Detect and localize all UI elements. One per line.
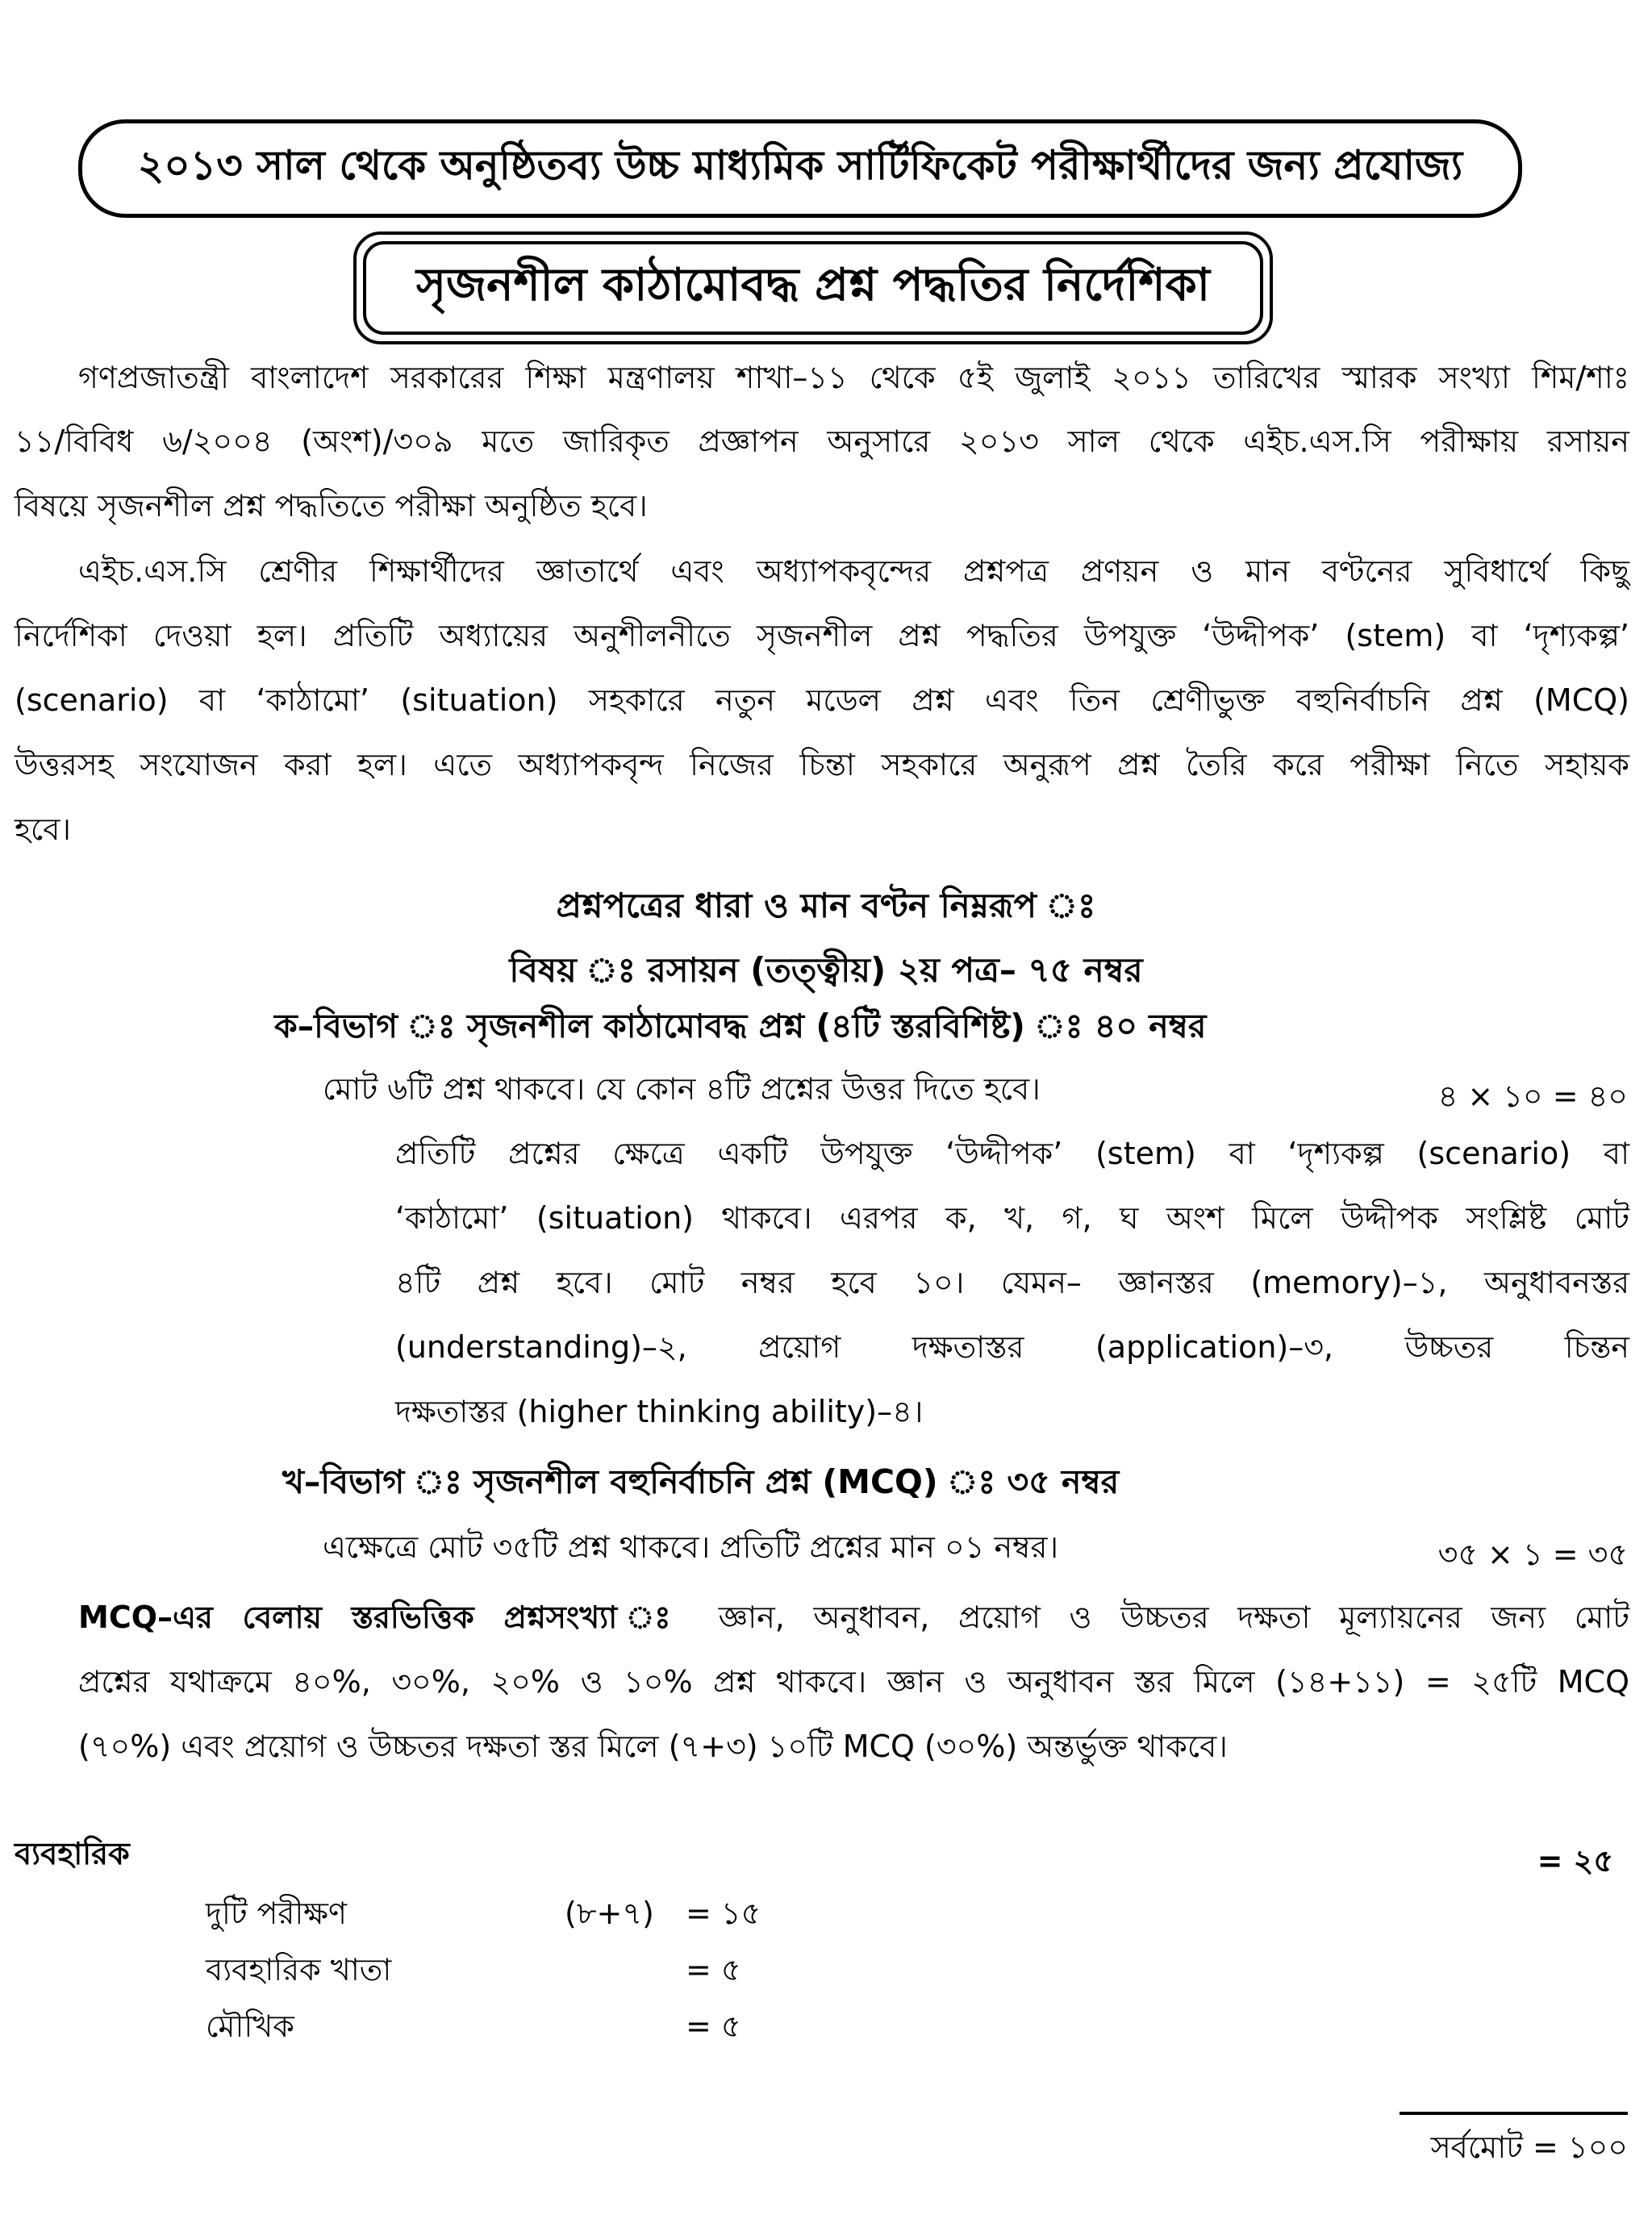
subtitle-frame bbox=[353, 231, 1273, 344]
section-kha-line: এক্ষেত্রে মোট ৩৫টি প্রশ্ন থাকবে। প্রতিটি প্রশ্নের মান ০১ নম্বর। bbox=[323, 1529, 1059, 1565]
practical-item-formula: (৮+৭) bbox=[565, 1896, 654, 1931]
subject-line: বিষয় ঃ রসায়ন (তত্ত্বীয়) ২য় পত্র– ৭৫ নম্বর bbox=[509, 950, 1143, 990]
total-rule bbox=[1400, 2112, 1628, 2115]
mcq-line-3: (৭০%) এবং প্রয়োগ ও উচ্চতর দক্ষতা স্তর মিলে (৭+৩) ১০টি MCQ (৩০%) অন্তর্ভুক্ত থাকবে। bbox=[78, 1729, 1228, 1764]
intro-p1-line-1: গণপ্রজাতন্ত্রী বাংলাদেশ সরকারের শিক্ষা মন্ত্রণালয় শাখা–১১ থেকে ৫ই জুলাই ২০১১ তারিখের স্মারক সংখ্যা শিম/শাঃ bbox=[78, 360, 1629, 395]
practical-item-value: = ৫ bbox=[686, 1952, 741, 1988]
practical-item-label: দুটি পরীক্ষণ bbox=[206, 1896, 347, 1931]
practical-total: = ২৫ bbox=[1537, 1843, 1613, 1879]
intro-p2-line-5: হবে। bbox=[15, 811, 71, 847]
subtitle-inner-frame bbox=[363, 241, 1263, 335]
intro-p1-line-3: বিষয়ে সৃজনশীল প্রশ্ন পদ্ধতিতে পরীক্ষা অনুষ্ঠিত হবে। bbox=[15, 488, 648, 523]
mcq-label: MCQ–এর বেলায় স্তরভিত্তিক প্রশ্নসংখ্যা ঃ bbox=[78, 1600, 690, 1635]
section-kha-calc: ৩৫ × ১ = ৩৫ bbox=[1437, 1537, 1628, 1572]
structure-heading: প্রশ্নপত্রের ধারা ও মান বণ্টন নিম্নরূপ ঃ bbox=[556, 886, 1096, 925]
section-ka-line: মোট ৬টি প্রশ্ন থাকবে। যে কোন ৪টি প্রশ্নের উত্তর দিতে হবে। bbox=[323, 1071, 1041, 1107]
practical-item-label: মৌখিক bbox=[206, 2008, 294, 2044]
practical-item-label: ব্যবহারিক খাতা bbox=[206, 1952, 392, 1988]
intro-p2-line-1: এইচ.এস.সি শ্রেণীর শিক্ষার্থীদের জ্ঞাতার্থে এবং অধ্যাপকবৃন্দের প্রশ্নপত্র প্রণয়ন ও মান বণ্টনের সুবিধার্থে কিছু bbox=[78, 553, 1629, 589]
banner-text: ২০১৩ সাল থেকে অনুষ্ঠিতব্য উচ্চ মাধ্যমিক সার্টিফিকেট পরীক্ষার্থীদের জন্য প্রযোজ্য bbox=[137, 141, 1463, 189]
mcq-line-2: প্রশ্নের যথাক্রমে ৪০%, ৩০%, ২০% ও ১০% প্রশ্ন থাকবে। জ্ঞান ও অনুধাবন স্তর মিলে (১৪+১১) = ২৫টি MCQ bbox=[78, 1664, 1629, 1700]
intro-p1-line-2: ১১/বিবিধ ৬/২০০৪ (অংশ)/৩০৯ মতে জারিকৃত প্রজ্ঞাপন অনুসারে ২০১৩ সাল থেকে এইচ.এস.সি পরীক্ষায় রসায়ন bbox=[15, 423, 1629, 459]
intro-p2-line-4: উত্তরসহ সংযোজন করা হল। এতে অধ্যাপকবৃন্দ নিজের চিন্তা সহকারে অনুরূপ প্রশ্ন তৈরি করে পরীক্ষা নিতে সহায়ক bbox=[15, 747, 1629, 782]
intro-p2-line-2: নির্দেশিকা দেওয়া হল। প্রতিটি অধ্যায়ের অনুশীলনীতে সৃজনশীল প্রশ্ন পদ্ধতির উপযুক্ত ‘উদ্দীপক’ (stem) বা ‘দৃশ্যকল্প’ bbox=[15, 618, 1629, 653]
section-kha-heading: খ–বিভাগ ঃ সৃজনশীল বহুনির্বাচনি প্রশ্ন (MCQ) ঃ ৩৫ নম্বর bbox=[282, 1462, 1120, 1501]
section-ka-detail-3: ৪টি প্রশ্ন হবে। মোট নম্বর হবে ১০। যেমন– জ্ঞানস্তর (memory)–১, অনুধাবনস্তর bbox=[395, 1265, 1629, 1300]
practical-item-value: = ১৫ bbox=[686, 1896, 761, 1931]
section-ka-detail-1: প্রতিটি প্রশ্নের ক্ষেত্রে একটি উপযুক্ত ‘উদ্দীপক’ (stem) বা ‘দৃশ্যকল্প (scenario) বা bbox=[395, 1136, 1629, 1171]
mcq-line-1 bbox=[78, 1601, 1629, 1635]
grand-total: সর্বমোট = ১০০ bbox=[1430, 2129, 1628, 2165]
section-ka-calc: ৪ × ১০ = ৪০ bbox=[1437, 1078, 1628, 1114]
intro-p2-line-3: (scenario) বা ‘কাঠামো’ (situation) সহকারে নতুন মডেল প্রশ্ন এবং তিন শ্রেণীভুক্ত বহুনির্বাচনি প্রশ্ন (MCQ) bbox=[15, 682, 1629, 718]
section-ka-detail-4: (understanding)–২, প্রয়োগ দক্ষতাস্তর (application)–৩, উচ্চতর চিন্তন bbox=[395, 1329, 1629, 1365]
section-ka-heading: ক–বিভাগ ঃ সৃজনশীল কাঠামোবদ্ধ প্রশ্ন (৪টি স্তরবিশিষ্ট) ঃ ৪০ নম্বর bbox=[274, 1007, 1207, 1045]
section-ka-detail-5: দক্ষতাস্তর (higher thinking ability)–৪। bbox=[395, 1394, 924, 1429]
practical-heading: ব্যবহারিক bbox=[15, 1836, 130, 1871]
mcq-line-1-text: জ্ঞান, অনুধাবন, প্রয়োগ ও উচ্চতর দক্ষতা মূল্যায়নের জন্য মোট bbox=[718, 1600, 1629, 1635]
practical-item-value: = ৫ bbox=[686, 2008, 741, 2044]
title-banner bbox=[78, 119, 1522, 218]
subtitle-text: সৃজনশীল কাঠামোবদ্ধ প্রশ্ন পদ্ধতির নির্দেশিকা bbox=[416, 259, 1210, 311]
section-ka-detail-2: ‘কাঠামো’ (situation) থাকবে। এরপর ক, খ, গ, ঘ অংশ মিলে উদ্দীপক সংশ্লিষ্ট মোট bbox=[395, 1200, 1629, 1236]
